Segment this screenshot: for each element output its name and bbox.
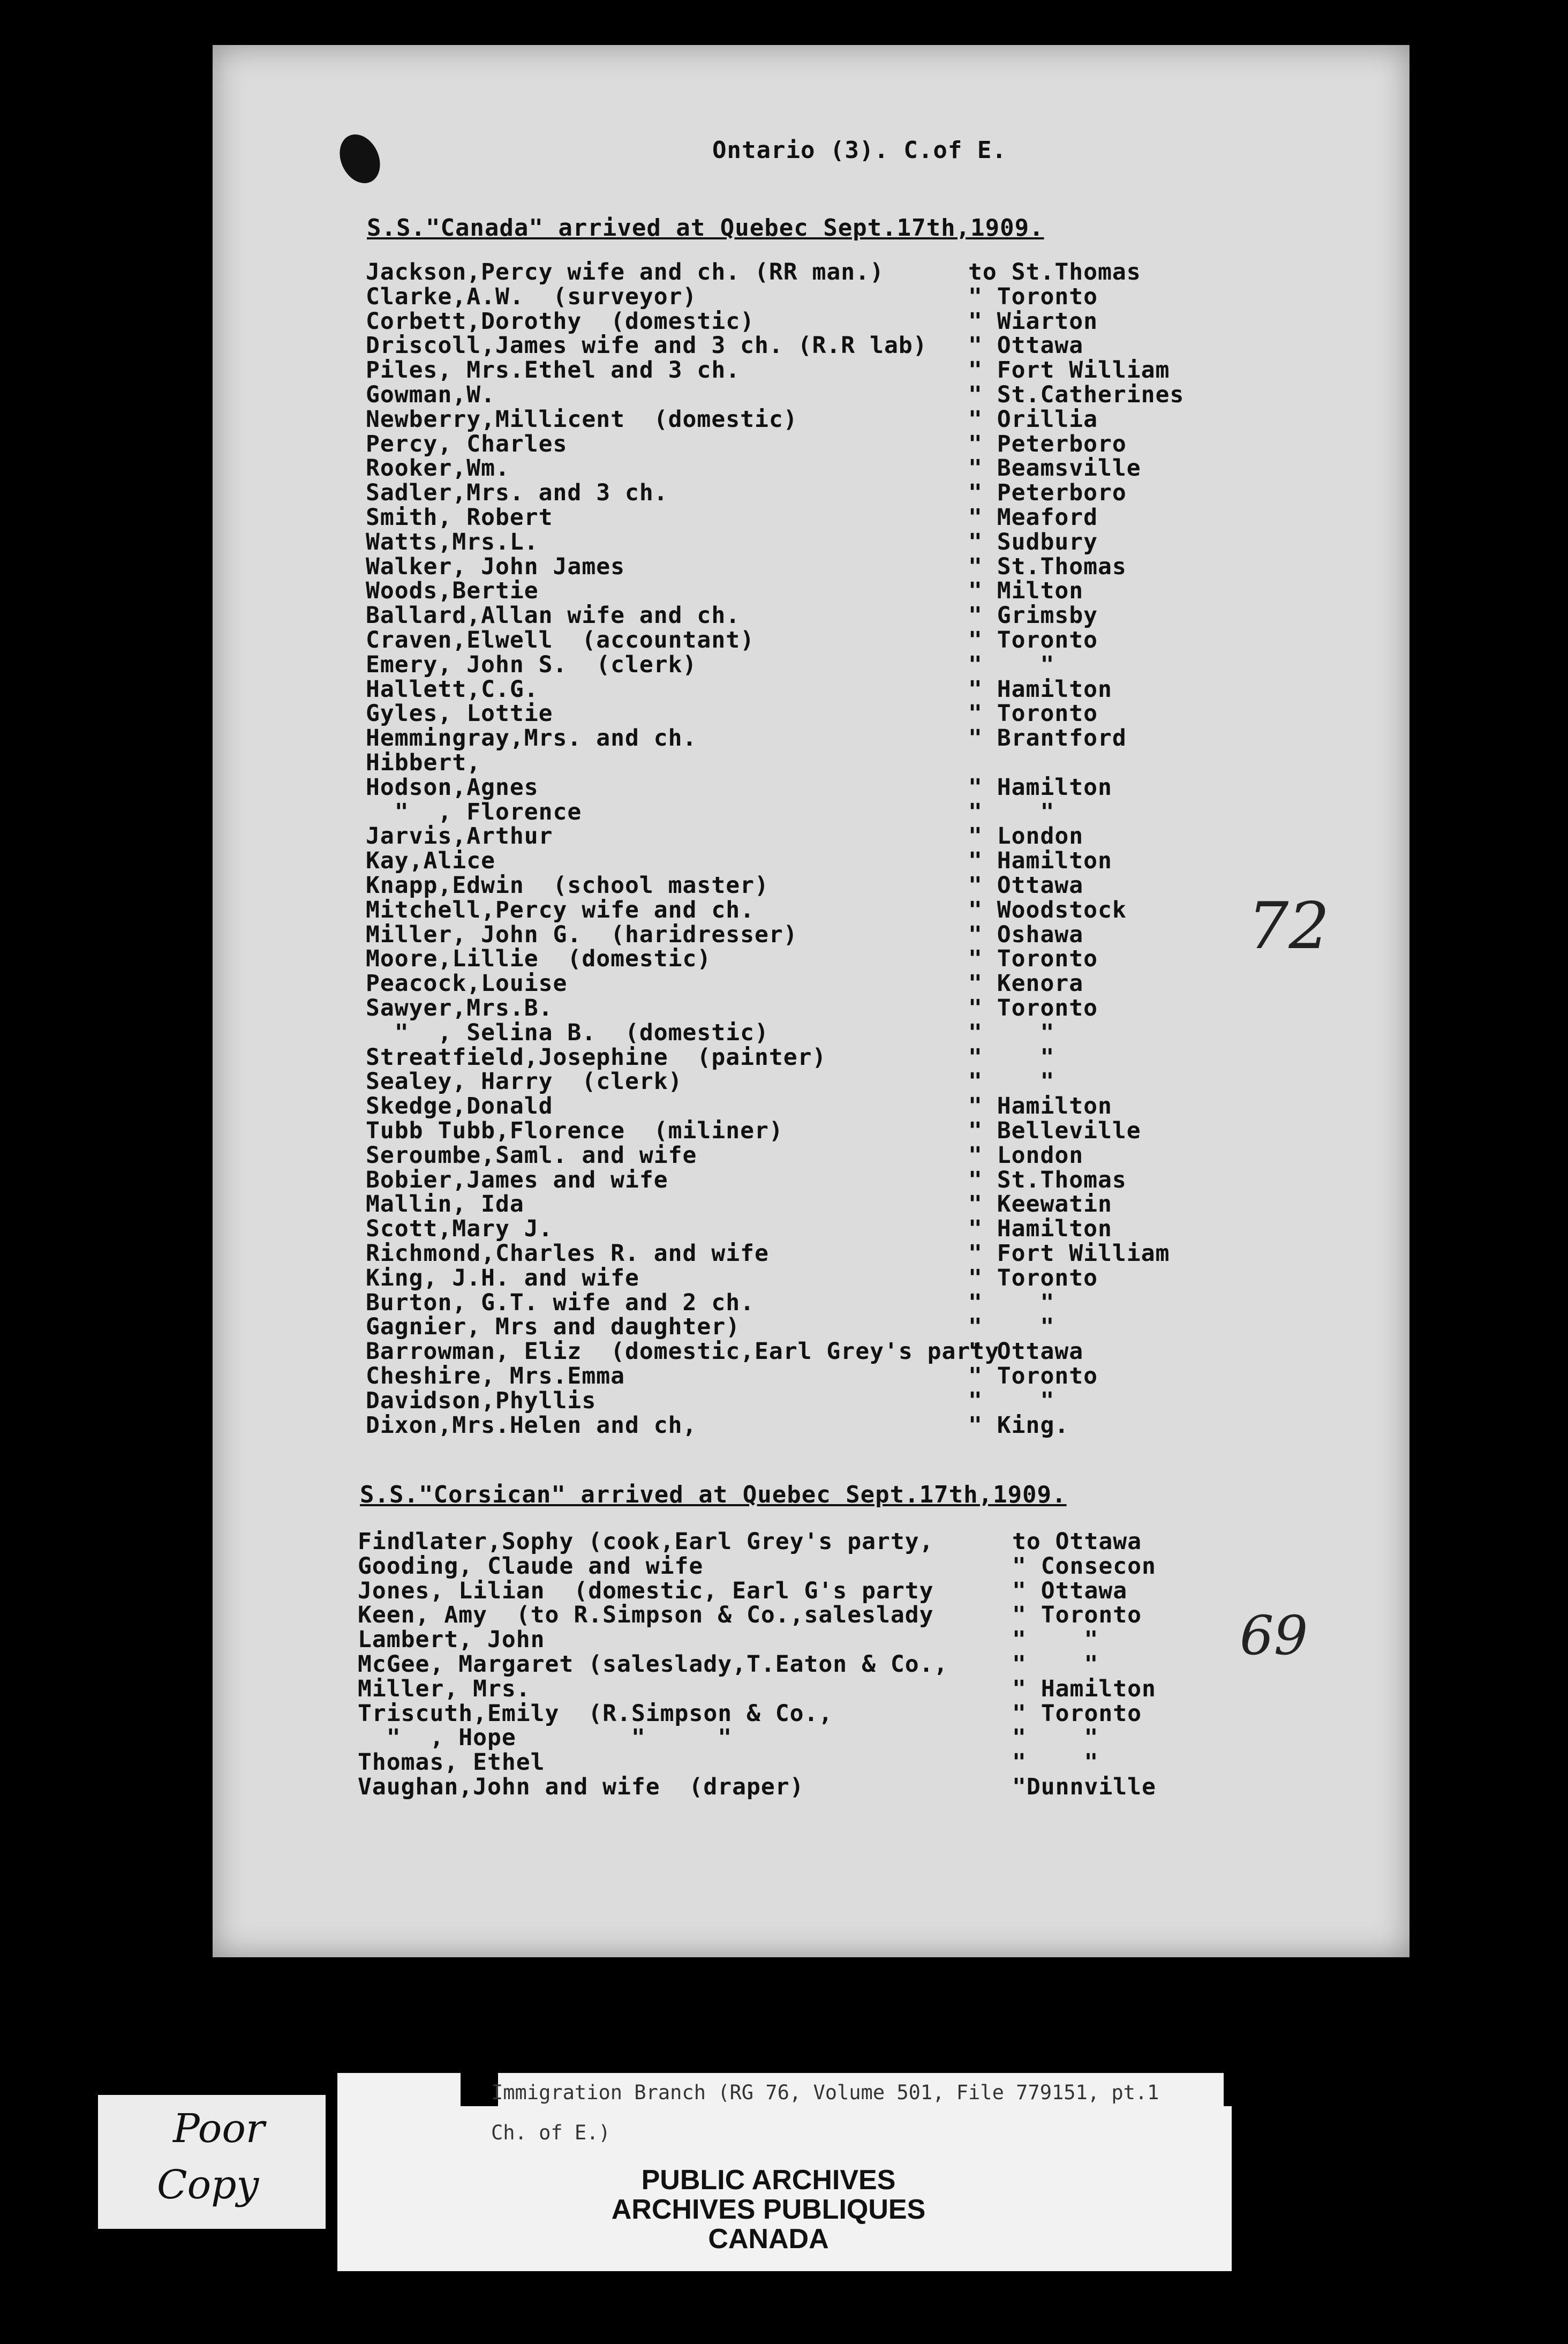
- passenger-name: Scott,Mary J.: [366, 1215, 553, 1243]
- passenger-name: Triscuth,Emily (R.Simpson & Co.,: [358, 1700, 833, 1727]
- passenger-name: Barrowman, Eliz (domestic,Earl Grey's party: [366, 1338, 1000, 1365]
- passenger-name: Streatfield,Josephine (painter): [366, 1043, 827, 1071]
- section-title-canada: S.S."Canada" arrived at Quebec Sept.17th,1909.: [367, 214, 1044, 242]
- passenger-name: Jones, Lilian (domestic, Earl G's party: [358, 1577, 934, 1604]
- passenger-destination: " Peterboro: [968, 430, 1127, 457]
- passenger-destination: " Fort William: [968, 1240, 1170, 1267]
- passenger-name: King, J.H. and wife: [366, 1264, 639, 1291]
- passenger-name: Thomas, Ethel: [358, 1749, 545, 1776]
- passenger-name: Newberry,Millicent (domestic): [366, 405, 798, 433]
- passenger-destination: " Woodstock: [968, 896, 1127, 923]
- poor-copy-stamp: [98, 2095, 326, 2229]
- passenger-name: Miller, John G. (haridresser): [366, 921, 798, 948]
- passenger-destination: " Hamilton: [968, 773, 1112, 801]
- passenger-destination: " Orillia: [968, 405, 1098, 433]
- passenger-name: Moore,Lillie (domestic): [366, 945, 712, 973]
- page-header: Ontario (3). C.of E.: [712, 137, 1007, 164]
- passenger-destination: " Keewatin: [968, 1191, 1112, 1218]
- passenger-destination: " Belleville: [968, 1117, 1141, 1144]
- passenger-destination: " Toronto: [968, 1363, 1098, 1389]
- passenger-destination: " ": [968, 1068, 1055, 1095]
- passenger-destination: " Kenora: [968, 970, 1084, 997]
- passenger-destination: " ": [1012, 1724, 1099, 1752]
- passenger-name: Watts,Mrs.L.: [366, 528, 539, 555]
- passenger-name: Jackson,Percy wife and ch. (RR man.): [366, 259, 884, 286]
- passenger-name: Peacock,Louise: [366, 970, 568, 997]
- passenger-name: Tubb Tubb,Florence (miliner): [366, 1117, 783, 1144]
- passenger-name: Walker, John James: [366, 553, 625, 580]
- passenger-destination: " Hamilton: [1012, 1675, 1156, 1702]
- passenger-name: Kay,Alice: [366, 847, 495, 875]
- passenger-name: Miller, Mrs.: [358, 1675, 531, 1702]
- passenger-destination: " St.Thomas: [968, 553, 1127, 580]
- passenger-name: Smith, Robert: [366, 504, 553, 531]
- archive-name-fr: ARCHIVES PUBLIQUES: [611, 2194, 926, 2225]
- passenger-name: Hodson,Agnes: [366, 773, 539, 801]
- passenger-name: Craven,Elwell (accountant): [366, 627, 755, 653]
- passenger-destination: " Fort William: [968, 357, 1170, 384]
- passenger-name: " , Florence: [366, 798, 582, 825]
- passenger-name: Mallin, Ida: [366, 1191, 524, 1218]
- reference-line-2: Ch. of E.): [491, 2121, 610, 2144]
- passenger-name: " , Selina B. (domestic): [366, 1019, 769, 1046]
- archive-country: CANADA: [708, 2223, 829, 2255]
- passenger-destination: " ": [968, 1387, 1055, 1414]
- passenger-name: Hemmingray,Mrs. and ch.: [366, 725, 697, 752]
- passenger-destination: " Toronto: [1012, 1700, 1142, 1727]
- passenger-name: Gowman,W.: [366, 381, 495, 408]
- passenger-name: " , Hope " ": [358, 1724, 733, 1752]
- punch-hole: [332, 128, 388, 190]
- passenger-destination: " ": [1012, 1651, 1099, 1678]
- passenger-name: Cheshire, Mrs.Emma: [366, 1363, 625, 1389]
- passenger-name: Gyles, Lottie: [366, 700, 553, 727]
- passenger-destination: " ": [968, 1313, 1055, 1341]
- passenger-name: Davidson,Phyllis: [366, 1387, 597, 1414]
- passenger-destination: " Consecon: [1012, 1552, 1156, 1580]
- passenger-destination: " ": [1012, 1749, 1099, 1776]
- passenger-name: Clarke,A.W. (surveyor): [366, 283, 697, 310]
- passenger-destination: "Dunnville: [1012, 1774, 1156, 1800]
- passenger-name: Richmond,Charles R. and wife: [366, 1240, 769, 1267]
- passenger-destination: " Hamilton: [968, 675, 1112, 703]
- passenger-name: Gooding, Claude and wife: [358, 1552, 704, 1580]
- passenger-destination: " Ottawa: [1012, 1577, 1128, 1604]
- passenger-name: Knapp,Edwin (school master): [366, 872, 769, 899]
- passenger-name: Rooker,Wm.: [366, 455, 510, 482]
- passenger-name: Corbett,Dorothy (domestic): [366, 307, 755, 335]
- passenger-name: McGee, Margaret (saleslady,T.Eaton & Co.,: [358, 1651, 948, 1678]
- passenger-destination: to Ottawa: [1012, 1528, 1142, 1555]
- passenger-destination: " Toronto: [968, 700, 1098, 727]
- handwritten-count-72: 72: [1248, 889, 1330, 964]
- passenger-destination: " Toronto: [968, 945, 1098, 973]
- passenger-destination: " Meaford: [968, 504, 1098, 531]
- passenger-name: Emery, John S. (clerk): [366, 651, 697, 678]
- passenger-destination: " St.Catherines: [968, 381, 1185, 408]
- passenger-destination: " Milton: [968, 577, 1084, 605]
- passenger-name: Dixon,Mrs.Helen and ch,: [366, 1411, 697, 1439]
- passenger-destination: " ": [968, 1289, 1055, 1316]
- passenger-name: Sealey, Harry (clerk): [366, 1068, 683, 1095]
- passenger-name: Findlater,Sophy (cook,Earl Grey's party,: [358, 1528, 934, 1555]
- passenger-destination: " Grimsby: [968, 602, 1098, 629]
- passenger-name: Ballard,Allan wife and ch.: [366, 602, 741, 629]
- passenger-name: Vaughan,John and wife (draper): [358, 1774, 804, 1800]
- passenger-destination: " Toronto: [1012, 1602, 1142, 1629]
- passenger-name: Percy, Charles: [366, 430, 568, 457]
- passenger-name: Skedge,Donald: [366, 1093, 553, 1120]
- passenger-destination: " Hamilton: [968, 847, 1112, 875]
- passenger-name: Hibbert,: [366, 749, 481, 776]
- passenger-destination: " ": [968, 1019, 1055, 1046]
- passenger-name: Lambert, John: [358, 1626, 545, 1654]
- passenger-name: Seroumbe,Saml. and wife: [366, 1141, 697, 1169]
- stamp-word-1: Poor: [173, 2106, 265, 2152]
- handwritten-count-69: 69: [1240, 1604, 1308, 1667]
- passenger-destination: " Ottawa: [968, 332, 1084, 359]
- passenger-destination: " London: [968, 823, 1084, 850]
- section-title-corsican: S.S."Corsican" arrived at Quebec Sept.17th,1909.: [360, 1481, 1067, 1508]
- passenger-name: Gagnier, Mrs and daughter): [366, 1313, 741, 1341]
- label-tab-right: [1224, 2058, 1261, 2106]
- passenger-name: Jarvis,Arthur: [366, 823, 553, 850]
- passenger-destination: " Hamilton: [968, 1093, 1112, 1120]
- passenger-destination: " Toronto: [968, 627, 1098, 653]
- passenger-destination: " ": [968, 798, 1055, 825]
- passenger-destination: " Ottawa: [968, 1338, 1084, 1365]
- passenger-name: Keen, Amy (to R.Simpson & Co.,saleslady: [358, 1602, 934, 1629]
- passenger-destination: " Hamilton: [968, 1215, 1112, 1243]
- passenger-destination: " Toronto: [968, 1264, 1098, 1291]
- passenger-name: Driscoll,James wife and 3 ch. (R.R lab): [366, 332, 928, 359]
- passenger-name: Burton, G.T. wife and 2 ch.: [366, 1289, 755, 1316]
- passenger-destination: " Peterboro: [968, 479, 1127, 507]
- passenger-name: Bobier,James and wife: [366, 1166, 668, 1193]
- passenger-destination: " ": [1012, 1626, 1099, 1654]
- passenger-destination: to St.Thomas: [968, 259, 1141, 286]
- passenger-destination: " ": [968, 1043, 1055, 1071]
- passenger-destination: " Toronto: [968, 995, 1098, 1021]
- passenger-destination: " London: [968, 1141, 1084, 1169]
- passenger-destination: " Beamsville: [968, 455, 1141, 482]
- passenger-destination: " King.: [968, 1411, 1069, 1439]
- passenger-destination: " Ottawa: [968, 872, 1084, 899]
- reference-line-1: Immigration Branch (RG 76, Volume 501, File 779151, pt.1: [491, 2081, 1159, 2104]
- stamp-word-2: Copy: [157, 2162, 259, 2208]
- passenger-name: Hallett,C.G.: [366, 675, 539, 703]
- passenger-destination: " Brantford: [968, 725, 1127, 752]
- passenger-name: Piles, Mrs.Ethel and 3 ch.: [366, 357, 741, 384]
- passenger-name: Sawyer,Mrs.B.: [366, 995, 553, 1021]
- passenger-name: Mitchell,Percy wife and ch.: [366, 896, 755, 923]
- passenger-destination: " Oshawa: [968, 921, 1084, 948]
- archive-name-en: PUBLIC ARCHIVES: [641, 2165, 896, 2196]
- passenger-name: Woods,Bertie: [366, 577, 539, 605]
- passenger-name: Sadler,Mrs. and 3 ch.: [366, 479, 668, 507]
- passenger-destination: " ": [968, 651, 1055, 678]
- passenger-destination: " Sudbury: [968, 528, 1098, 555]
- passenger-destination: " St.Thomas: [968, 1166, 1127, 1193]
- passenger-destination: " Wiarton: [968, 307, 1098, 335]
- passenger-destination: " Toronto: [968, 283, 1098, 310]
